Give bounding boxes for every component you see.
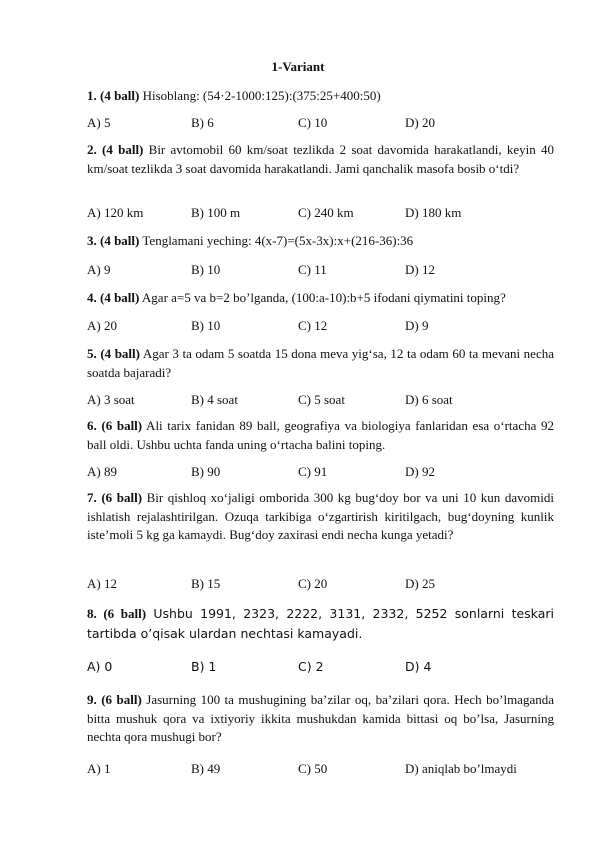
options-1 [87, 115, 554, 133]
options-2 [87, 205, 554, 223]
option-d: D) 4 [405, 659, 432, 674]
option-a: A) 0 [87, 659, 113, 674]
option-a: A) 89 [87, 464, 117, 479]
option-a: A) 9 [87, 262, 111, 277]
option-c: C) 50 [298, 761, 328, 776]
question-8 [87, 604, 554, 644]
question-number: 9. (6 ball) [87, 692, 142, 707]
option-a: A) 3 soat [87, 392, 135, 407]
option-b: B) 49 [191, 761, 221, 776]
question-text: Bir qishloq xo‘jaligi omborida 300 kg bug‘doy bor va uni 10 kun davomidi ishlatish rejalashtirilgan. Ozuqa tarkibiga o‘zgartirish kiritilgach, bug‘doyning kunlik iste’moli 5 kg ga kamaydi. Bug‘doy zaxirasi endi necha kunga yetadi? [87, 490, 554, 542]
option-b: B) 90 [191, 464, 221, 479]
question-number: 7. (6 ball) [87, 490, 143, 505]
option-a: A) 1 [87, 761, 111, 776]
question-number: 8. (6 ball) [87, 606, 147, 621]
option-d: D) 6 soat [405, 392, 453, 407]
option-c: C) 12 [298, 318, 328, 333]
option-a: A) 12 [87, 576, 117, 591]
question-7 [87, 489, 554, 545]
option-c: C) 91 [298, 464, 328, 479]
question-text: Ali tarix fanidan 89 ball, geografiya va biologiya fanlaridan esa o‘rtacha 92 ball oldi. Ushbu uchta fanda uning o‘rtacha balini toping. [87, 418, 554, 452]
question-number: 5. (4 ball) [87, 346, 140, 361]
options-7 [87, 576, 554, 594]
option-c: C) 20 [298, 576, 328, 591]
question-3 [87, 232, 554, 251]
option-b: B) 10 [191, 318, 221, 333]
option-b: B) 10 [191, 262, 221, 277]
question-6 [87, 417, 554, 454]
option-d: D) 180 km [405, 205, 462, 220]
option-d: D) 25 [405, 576, 435, 591]
question-5 [87, 345, 554, 382]
option-b: B) 100 m [191, 205, 241, 220]
option-d: D) 92 [405, 464, 435, 479]
option-a: A) 120 km [87, 205, 144, 220]
question-text: Agar a=5 va b=2 bo’lganda, (100:a-10):b+5 ifodani qiymatini toping? [139, 290, 506, 305]
options-6 [87, 464, 554, 482]
option-b: B) 1 [191, 659, 217, 674]
option-d: D) aniqlab bo’lmaydi [405, 761, 517, 776]
option-d: D) 12 [405, 262, 435, 277]
option-a: A) 20 [87, 318, 117, 333]
question-9 [87, 691, 554, 747]
options-3 [87, 262, 554, 280]
question-number: 1. (4 ball) [87, 88, 140, 103]
option-b: B) 6 [191, 115, 214, 130]
question-1 [87, 87, 554, 106]
question-text: Tenglamani yeching: 4(x-7)=(5x-3x):x+(216-36):36 [139, 233, 414, 248]
options-4 [87, 318, 554, 336]
options-9 [87, 761, 554, 779]
option-c: C) 240 km [298, 205, 354, 220]
question-text: Jasurning 100 ta mushugining ba’zilar oq, ba’zilari qora. Hech bo’lmaganda bitta mushuk qora va ixtiyoriy ikkita mushukdan kamida bittasi oq bo’lsa, Jasurning nechta qora mushugi bor? [87, 692, 554, 744]
option-b: B) 15 [191, 576, 221, 591]
option-c: C) 5 soat [298, 392, 345, 407]
question-2 [87, 141, 554, 178]
options-5 [87, 392, 554, 410]
question-number: 6. (6 ball) [87, 418, 143, 433]
question-text: Agar 3 ta odam 5 soatda 15 dona meva yig‘sa, 12 ta odam 60 ta mevani necha soatda bajaradi? [87, 346, 554, 380]
question-4 [87, 289, 554, 308]
question-text: Hisoblang: (54·2-1000:125):(375:25+400:50) [139, 88, 381, 103]
options-8 [87, 659, 554, 677]
option-d: D) 20 [405, 115, 435, 130]
option-d: D) 9 [405, 318, 429, 333]
question-number: 2. (4 ball) [87, 142, 144, 157]
question-number: 3. (4 ball) [87, 233, 140, 248]
option-c: C) 11 [298, 262, 327, 277]
page-title: 1-Variant [271, 59, 325, 74]
option-a: A) 5 [87, 115, 111, 130]
option-c: C) 2 [298, 659, 324, 674]
question-number: 4. (4 ball) [87, 290, 140, 305]
option-b: B) 4 soat [191, 392, 238, 407]
question-text: Bir avtomobil 60 km/soat tezlikda 2 soat davomida harakatlandi, keyin 40 km/soat tezlikda 3 soat davomida harakatlandi. Jami qanchalik masofa bosib o‘tdi? [87, 142, 554, 176]
question-text: Ushbu 1991, 2323, 2222, 3131, 2332, 5252 sonlarni teskari tartibda o’qisak ulardan nechtasi kamayadi. [87, 606, 554, 641]
option-c: C) 10 [298, 115, 328, 130]
